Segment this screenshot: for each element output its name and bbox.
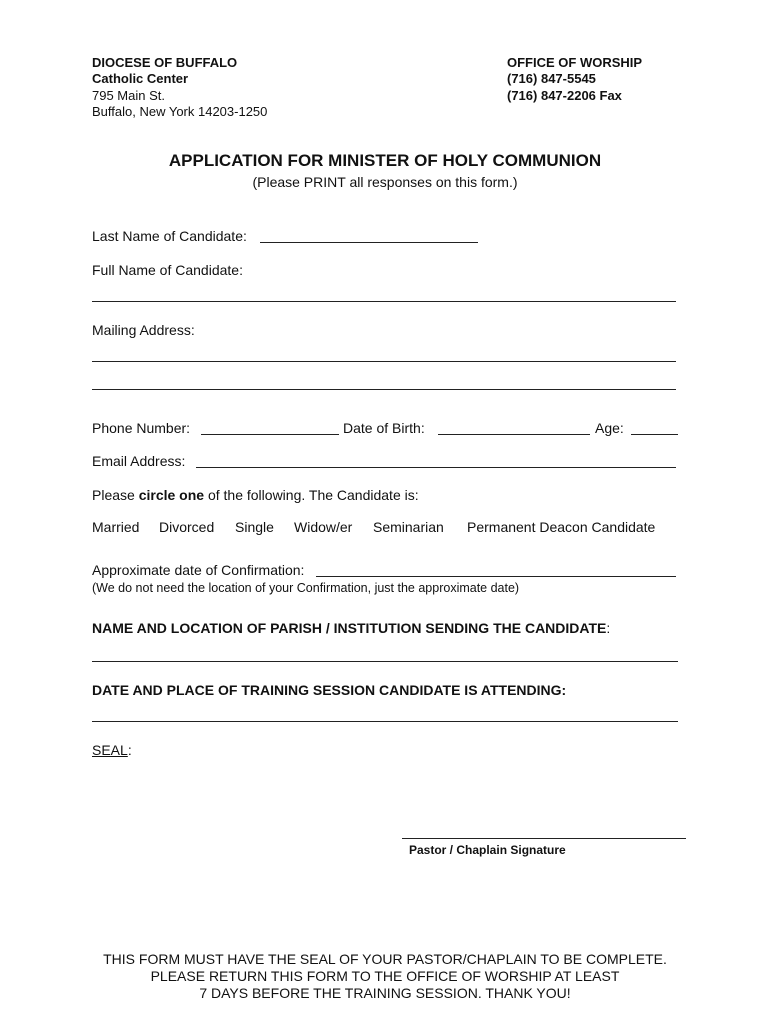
full-name-field[interactable] xyxy=(92,301,676,302)
diocese-name: DIOCESE OF BUFFALO xyxy=(92,55,238,70)
parish-heading xyxy=(92,620,610,636)
option-single[interactable]: Single xyxy=(235,519,274,535)
mailing-address-label: Mailing Address: xyxy=(92,322,195,338)
seal-colon: : xyxy=(127,742,132,758)
age-label: Age: xyxy=(595,420,624,436)
phone-label: Phone Number: xyxy=(92,420,191,436)
parish-heading-colon: : xyxy=(606,620,611,636)
last-name-field[interactable] xyxy=(260,242,478,243)
confirmation-field[interactable] xyxy=(316,576,676,577)
age-field[interactable] xyxy=(631,434,678,435)
dob-field[interactable] xyxy=(438,434,590,435)
page-title: APPLICATION FOR MINISTER OF HOLY COMMUNION xyxy=(168,151,602,170)
circle-prefix: Please xyxy=(92,487,139,503)
city-address: Buffalo, New York 14203-1250 xyxy=(92,104,268,119)
confirmation-label: Approximate date of Confirmation: xyxy=(92,562,305,578)
circle-suffix: of the following. The Candidate is: xyxy=(204,487,419,503)
full-name-label: Full Name of Candidate: xyxy=(92,262,243,278)
office-name: OFFICE OF WORSHIP xyxy=(507,55,643,70)
street-address: 795 Main St. xyxy=(92,88,165,103)
seal-label-text: SEAL xyxy=(92,742,128,758)
option-divorced[interactable]: Divorced xyxy=(159,519,215,535)
dob-label: Date of Birth: xyxy=(343,420,425,436)
office-fax: (716) 847-2206 Fax xyxy=(507,88,622,103)
training-field[interactable] xyxy=(92,721,678,722)
last-name-label: Last Name of Candidate: xyxy=(92,228,247,244)
seal-label xyxy=(92,742,132,758)
option-married[interactable]: Married xyxy=(92,519,140,535)
mailing-address-field-1[interactable] xyxy=(92,361,676,362)
signature-field[interactable] xyxy=(402,838,686,839)
email-label: Email Address: xyxy=(92,453,186,469)
signature-label: Pastor / Chaplain Signature xyxy=(409,843,566,857)
parish-heading-text: NAME AND LOCATION OF PARISH / INSTITUTION SENDING THE CANDIDATE xyxy=(92,620,607,636)
confirmation-note: (We do not need the location of your Confirmation, just the approximate date) xyxy=(92,581,520,595)
phone-field[interactable] xyxy=(201,434,339,435)
footer-line-1: THIS FORM MUST HAVE THE SEAL OF YOUR PASTOR/CHAPLAIN TO BE COMPLETE. xyxy=(103,951,667,967)
footer-line-2: PLEASE RETURN THIS FORM TO THE OFFICE OF WORSHIP AT LEAST xyxy=(150,968,620,984)
option-permanent-deacon[interactable]: Permanent Deacon Candidate xyxy=(467,519,656,535)
mailing-address-field-2[interactable] xyxy=(92,389,676,390)
circle-instruction xyxy=(92,487,419,503)
training-heading: DATE AND PLACE OF TRAINING SESSION CANDIDATE IS ATTENDING: xyxy=(92,682,567,698)
office-phone: (716) 847-5545 xyxy=(507,71,596,86)
catholic-center: Catholic Center xyxy=(92,71,189,86)
option-seminarian[interactable]: Seminarian xyxy=(373,519,444,535)
circle-emphasis: circle one xyxy=(138,487,205,503)
email-field[interactable] xyxy=(196,467,676,468)
page-subtitle: (Please PRINT all responses on this form.) xyxy=(252,174,518,190)
footer-line-3: 7 DAYS BEFORE THE TRAINING SESSION. THANK YOU! xyxy=(199,985,571,1001)
parish-field[interactable] xyxy=(92,661,678,662)
option-widower[interactable]: Widow/er xyxy=(294,519,353,535)
